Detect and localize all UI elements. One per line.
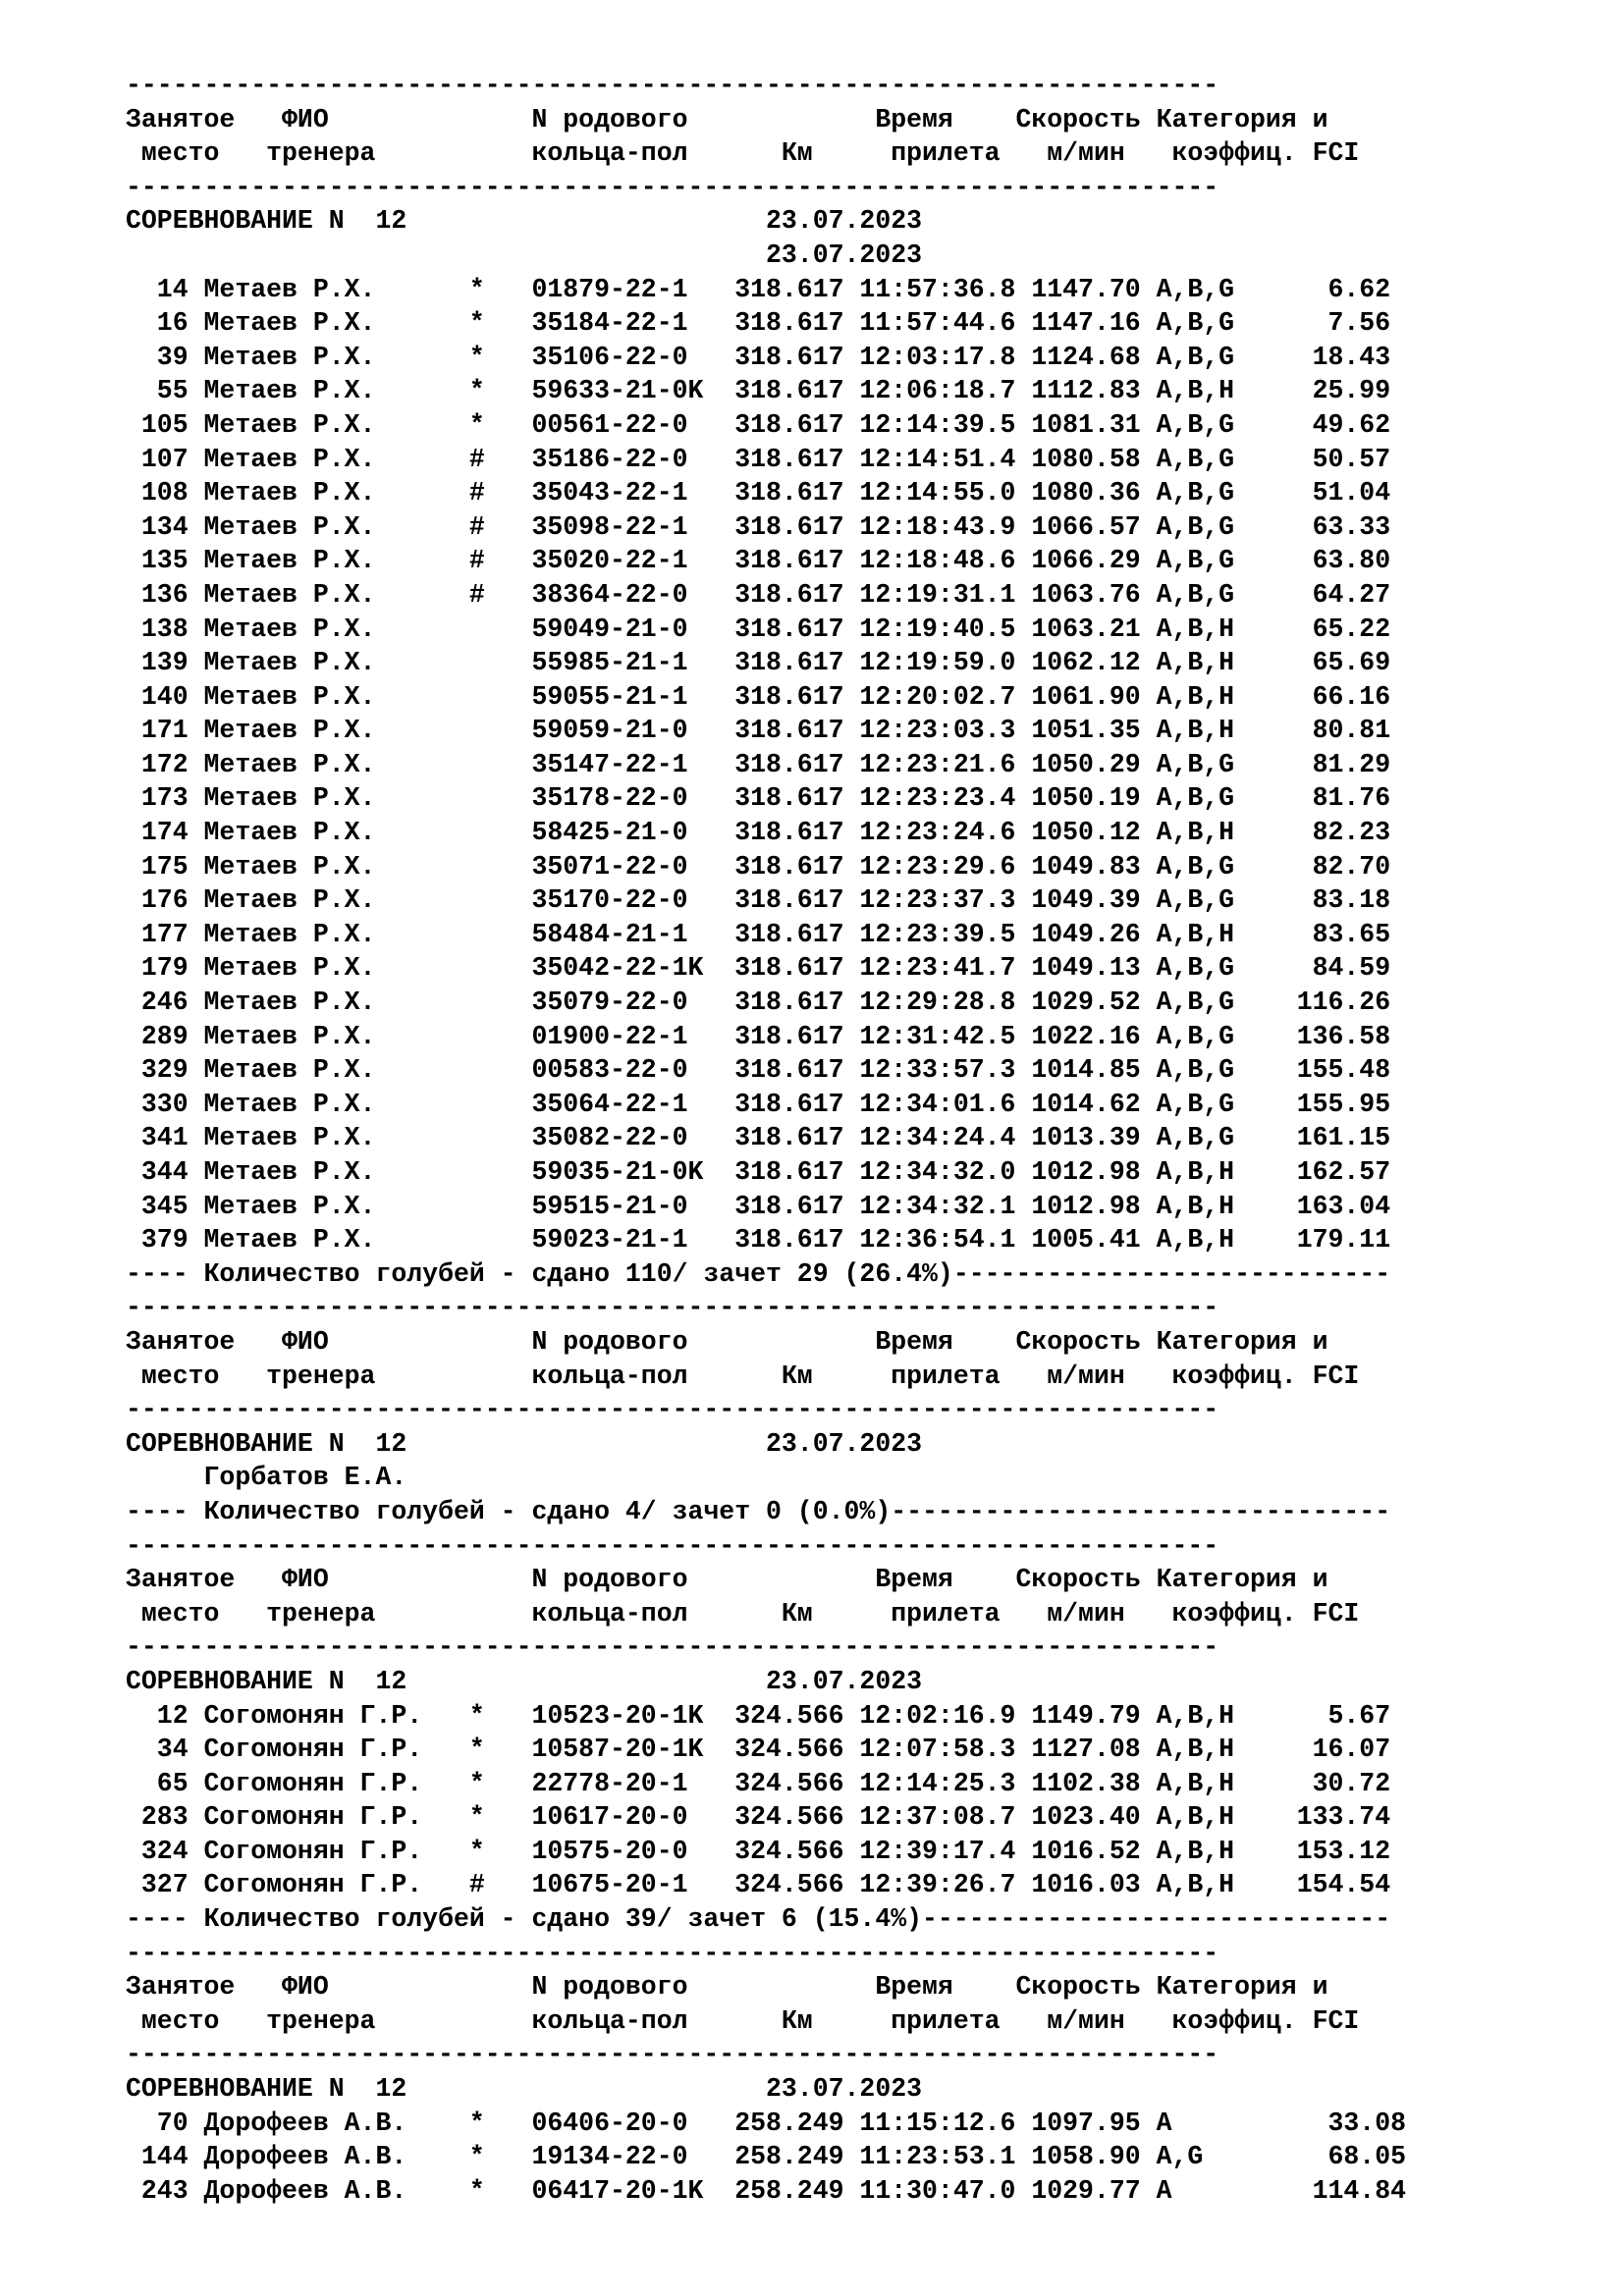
dash-line: ---------------------------------------------------------------------- <box>126 1938 1219 1968</box>
section-title: СОРЕВНОВАНИЕ N 12 23.07.2023 <box>126 1428 923 1459</box>
result-row: Горбатов Е.А. <box>126 1463 407 1493</box>
header-line-1: Занятое ФИО N родового Время Скорость Категория и <box>126 1565 1328 1595</box>
dash-line: ---------------------------------------------------------------------- <box>126 1395 1219 1425</box>
result-row: 105 Метаев Р.Х. * 00561-22-0 318.617 12:14:39.5 1081.31 A,B,G 49.62 <box>126 409 1391 440</box>
result-row: 14 Метаев Р.Х. * 01879-22-1 318.617 11:57:36.8 1147.70 A,B,G 6.62 <box>126 274 1391 304</box>
section-title: СОРЕВНОВАНИЕ N 12 23.07.2023 <box>126 206 923 237</box>
result-row: 144 Дорофеев А.В. * 19134-22-0 258.249 11:23:53.1 1058.90 A,G 68.05 <box>126 2142 1407 2172</box>
header-line-1: Занятое ФИО N родового Время Скорость Категория и <box>126 1326 1328 1357</box>
results-document <box>126 69 1598 2208</box>
result-row: 344 Метаев Р.Х. 59035-21-0K 318.617 12:34:32.0 1012.98 A,B,H 162.57 <box>126 1157 1391 1187</box>
result-row: 171 Метаев Р.Х. 59059-21-0 318.617 12:23:03.3 1051.35 A,B,H 80.81 <box>126 716 1391 746</box>
result-row: 179 Метаев Р.Х. 35042-22-1K 318.617 12:23:41.7 1049.13 A,B,G 84.59 <box>126 953 1391 984</box>
result-row: 327 Согомонян Г.Р. # 10675-20-1 324.566 12:39:26.7 1016.03 A,B,H 154.54 <box>126 1870 1391 1900</box>
result-row: 324 Согомонян Г.Р. * 10575-20-0 324.566 12:39:17.4 1016.52 A,B,H 153.12 <box>126 1836 1391 1866</box>
section-title: СОРЕВНОВАНИЕ N 12 23.07.2023 <box>126 2074 923 2105</box>
header-line-2: место тренера кольца-пол Км прилета м/мин коэффиц. FCI <box>126 138 1360 169</box>
header-line-1: Занятое ФИО N родового Время Скорость Категория и <box>126 104 1328 134</box>
result-row: 39 Метаев Р.Х. * 35106-22-0 318.617 12:03:17.8 1124.68 A,B,G 18.43 <box>126 342 1391 372</box>
section-summary: ---- Количество голубей - сдано 39/ зачет 6 (15.4%)------------------------------ <box>126 1904 1391 1935</box>
result-row: 283 Согомонян Г.Р. * 10617-20-0 324.566 12:37:08.7 1023.40 A,B,H 133.74 <box>126 1802 1391 1833</box>
result-row: 329 Метаев Р.Х. 00583-22-0 318.617 12:33:57.3 1014.85 A,B,G 155.48 <box>126 1055 1391 1086</box>
header-line-2: место тренера кольца-пол Км прилета м/мин коэффиц. FCI <box>126 1598 1360 1629</box>
result-row: 341 Метаев Р.Х. 35082-22-0 318.617 12:34:24.4 1013.39 A,B,G 161.15 <box>126 1123 1391 1153</box>
dash-line: ---------------------------------------------------------------------- <box>126 2040 1219 2070</box>
result-row: 379 Метаев Р.Х. 59023-21-1 318.617 12:36:54.1 1005.41 A,B,H 179.11 <box>126 1225 1391 1255</box>
result-row: 289 Метаев Р.Х. 01900-22-1 318.617 12:31:42.5 1022.16 A,B,G 136.58 <box>126 1021 1391 1051</box>
header-line-1: Занятое ФИО N родового Время Скорость Категория и <box>126 1972 1328 2002</box>
result-row: 176 Метаев Р.Х. 35170-22-0 318.617 12:23:37.3 1049.39 A,B,G 83.18 <box>126 885 1391 916</box>
dash-line: ---------------------------------------------------------------------- <box>126 1632 1219 1663</box>
section-summary: ---- Количество голубей - сдано 4/ зачет 0 (0.0%)-------------------------------- <box>126 1496 1391 1526</box>
section-title: СОРЕВНОВАНИЕ N 12 23.07.2023 <box>126 1666 923 1696</box>
dash-line: ---------------------------------------------------------------------- <box>126 71 1219 100</box>
result-row: 65 Согомонян Г.Р. * 22778-20-1 324.566 12:14:25.3 1102.38 A,B,H 30.72 <box>126 1768 1391 1798</box>
result-row: 345 Метаев Р.Х. 59515-21-0 318.617 12:34:32.1 1012.98 A,B,H 163.04 <box>126 1191 1391 1221</box>
result-row: 140 Метаев Р.Х. 59055-21-1 318.617 12:20:02.7 1061.90 A,B,H 66.16 <box>126 681 1391 712</box>
result-row: 16 Метаев Р.Х. * 35184-22-1 318.617 11:57:44.6 1147.16 A,B,G 7.56 <box>126 308 1391 339</box>
result-row: 243 Дорофеев А.В. * 06417-20-1K 258.249 11:30:47.0 1029.77 A 114.84 <box>126 2175 1407 2206</box>
result-row: 34 Согомонян Г.Р. * 10587-20-1K 324.566 12:07:58.3 1127.08 A,B,H 16.07 <box>126 1735 1391 1765</box>
result-row: 108 Метаев Р.Х. # 35043-22-1 318.617 12:14:55.0 1080.36 A,B,G 51.04 <box>126 478 1391 508</box>
result-row: 135 Метаев Р.Х. # 35020-22-1 318.617 12:18:48.6 1066.29 A,B,G 63.80 <box>126 546 1391 576</box>
result-row: 136 Метаев Р.Х. # 38364-22-0 318.617 12:19:31.1 1063.76 A,B,G 64.27 <box>126 579 1391 610</box>
result-row: 70 Дорофеев А.В. * 06406-20-0 258.249 11:15:12.6 1097.95 A 33.08 <box>126 2108 1407 2138</box>
header-line-2: место тренера кольца-пол Км прилета м/мин коэффиц. FCI <box>126 1361 1360 1391</box>
result-row: 23.07.2023 <box>126 240 923 270</box>
header-line-2: место тренера кольца-пол Км прилета м/мин коэффиц. FCI <box>126 2005 1360 2036</box>
result-row: 246 Метаев Р.Х. 35079-22-0 318.617 12:29:28.8 1029.52 A,B,G 116.26 <box>126 988 1391 1018</box>
result-row: 174 Метаев Р.Х. 58425-21-0 318.617 12:23:24.6 1050.12 A,B,H 82.23 <box>126 818 1391 848</box>
result-row: 107 Метаев Р.Х. # 35186-22-0 318.617 12:14:51.4 1080.58 A,B,G 50.57 <box>126 444 1391 474</box>
result-row: 172 Метаев Р.Х. 35147-22-1 318.617 12:23:21.6 1050.29 A,B,G 81.29 <box>126 749 1391 779</box>
result-row: 175 Метаев Р.Х. 35071-22-0 318.617 12:23:29.6 1049.83 A,B,G 82.70 <box>126 851 1391 881</box>
result-row: 173 Метаев Р.Х. 35178-22-0 318.617 12:23:23.4 1050.19 A,B,G 81.76 <box>126 783 1391 814</box>
result-row: 139 Метаев Р.Х. 55985-21-1 318.617 12:19:59.0 1062.12 A,B,H 65.69 <box>126 648 1391 678</box>
dash-line: ---------------------------------------------------------------------- <box>126 1530 1219 1561</box>
dash-line: ---------------------------------------------------------------------- <box>126 172 1219 202</box>
result-row: 138 Метаев Р.Х. 59049-21-0 318.617 12:19:40.5 1063.21 A,B,H 65.22 <box>126 614 1391 644</box>
result-row: 55 Метаев Р.Х. * 59633-21-0K 318.617 12:06:18.7 1112.83 A,B,H 25.99 <box>126 376 1391 406</box>
result-row: 134 Метаев Р.Х. # 35098-22-1 318.617 12:18:43.9 1066.57 A,B,G 63.33 <box>126 511 1391 542</box>
result-row: 177 Метаев Р.Х. 58484-21-1 318.617 12:23:39.5 1049.26 A,B,H 83.65 <box>126 919 1391 949</box>
result-row: 12 Согомонян Г.Р. * 10523-20-1K 324.566 12:02:16.9 1149.79 A,B,H 5.67 <box>126 1700 1391 1731</box>
section-summary: ---- Количество голубей - сдано 110/ зачет 29 (26.4%)---------------------------- <box>126 1258 1391 1289</box>
result-row: 330 Метаев Р.Х. 35064-22-1 318.617 12:34:01.6 1014.62 A,B,G 155.95 <box>126 1089 1391 1119</box>
dash-line: ---------------------------------------------------------------------- <box>126 1293 1219 1323</box>
